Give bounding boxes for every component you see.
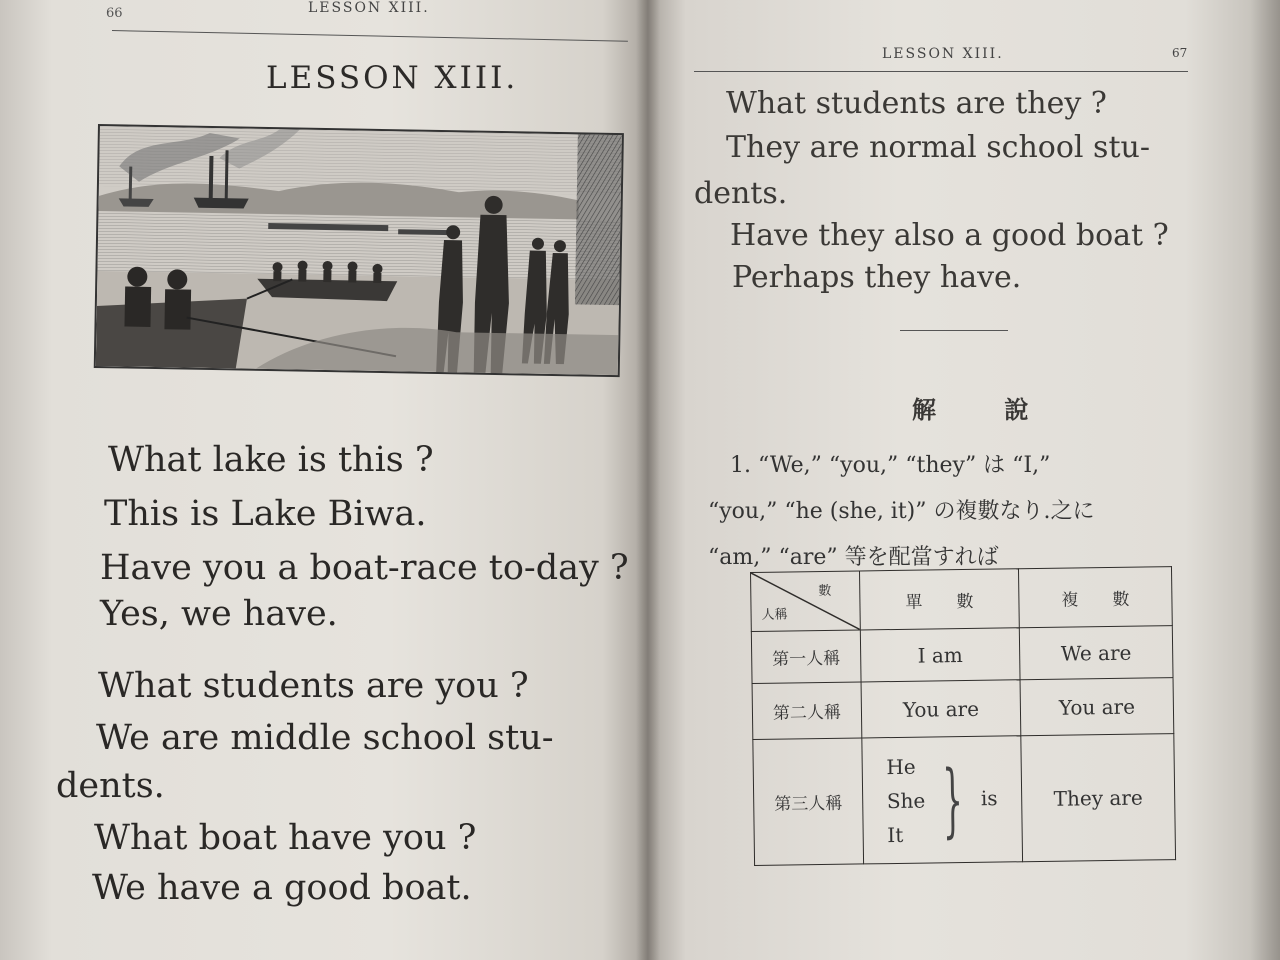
plural-cell: You are [1020,678,1174,736]
commentary-heading: 解 說 [912,395,1059,424]
left-line-2: This is Lake Biwa. [104,494,427,534]
table-row [752,678,1174,740]
left-line-8: What boat have you ? [94,818,477,858]
right-running-head: LESSON XIII. [882,46,1004,62]
section-divider [900,330,1008,331]
left-line-7: dents. [56,766,165,806]
left-line-3: Have you a boat-race to-day ? [100,548,629,588]
left-line-6: We are middle school stu- [96,718,554,758]
lesson-title: LESSON XIII. [266,60,519,96]
left-running-head: LESSON XIII. [308,0,430,16]
pronoun-she: She [886,788,926,813]
person-cell: 第二人稱 [752,682,862,740]
pronoun-it: It [887,822,904,847]
right-header-rule [694,71,1188,72]
left-header-rule [112,30,628,42]
note-line-3: “am,” “are” 等を配當すれば [708,545,999,570]
table-corner-cell [751,571,861,632]
right-page-number: 67 [1172,46,1188,60]
table-header-row [751,567,1173,632]
right-line-5: Perhaps they have. [732,260,1022,295]
right-line-4: Have they also a good boat ? [730,218,1169,253]
singular-cell: I am [860,628,1020,682]
table-row [751,626,1173,684]
corner-person-label: 人稱 [761,607,788,623]
header-plural: 複 數 [1018,567,1172,628]
right-line-3: dents. [694,176,788,211]
table-row [753,734,1176,866]
brace-glyph: } [942,752,964,846]
page-gutter [636,0,660,960]
note-line-2: “you,” “he (she, it)” の複數なり.之に [708,499,1095,524]
note-line-1: 1. “We,” “you,” “they” は “I,” [730,453,1051,478]
left-line-1: What lake is this ? [108,440,434,480]
left-page-number: 66 [106,6,123,21]
pronoun-stack [886,749,926,852]
right-line-2: They are normal school stu- [726,130,1150,165]
header-singular: 單 數 [859,569,1019,630]
plural-cell: They are [1021,734,1176,862]
verb-is: is [980,785,998,810]
left-line-5: What students are you ? [98,666,529,706]
page-edge-shadow [1250,0,1280,960]
boat-race-illustration [94,124,624,377]
right-line-1: What students are they ? [726,86,1107,121]
pronoun-he: He [886,754,916,779]
person-cell: 第三人稱 [753,738,864,866]
left-line-9: We have a good boat. [92,868,472,908]
grammar-table [750,566,1176,866]
plural-cell: We are [1019,626,1173,680]
singular-cell: You are [861,680,1021,738]
corner-number-label: 數 [818,583,832,600]
singular-cell [862,736,1023,864]
left-line-4: Yes, we have. [100,594,338,634]
person-cell: 第一人稱 [751,630,861,684]
